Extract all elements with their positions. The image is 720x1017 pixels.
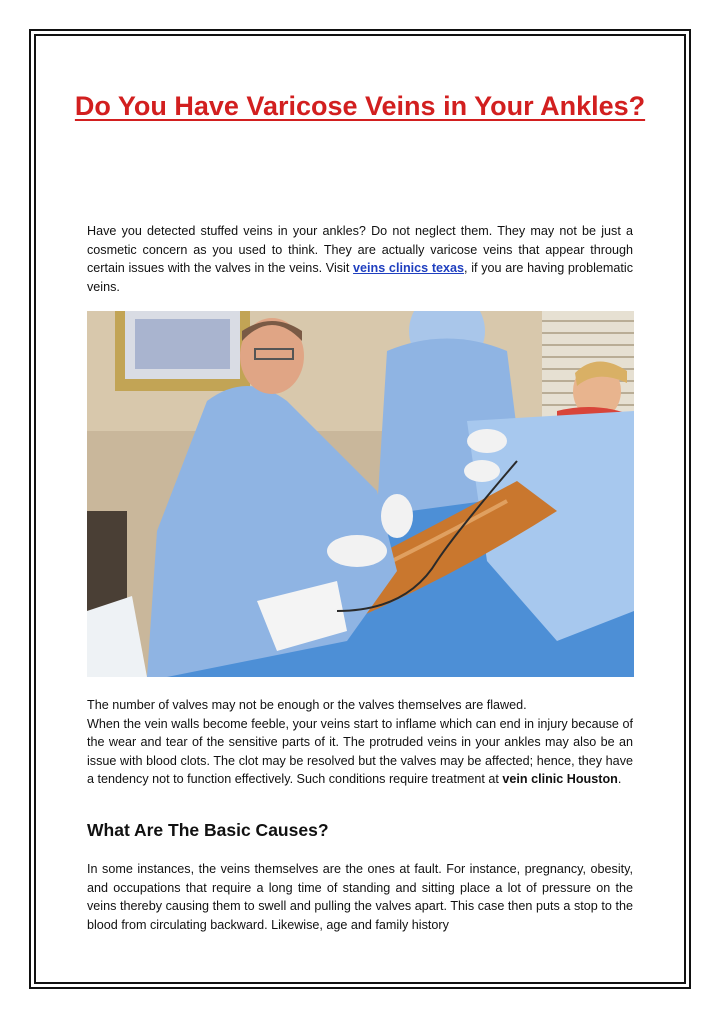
section-heading-causes: What Are The Basic Causes? (87, 820, 329, 840)
body-paragraph-1 (87, 696, 633, 789)
vein-clinic-houston: vein clinic Houston (502, 772, 618, 786)
doctor-glove-right (381, 494, 413, 538)
doctor-glove-left (327, 535, 387, 567)
intro-text: Have you detected stuffed veins in your ankles? Do not neglect them. They may not be just a cosmetic concern as you used to think. They are actually varicose veins that appear through certain issues with the valves in the veins. Visit (87, 224, 633, 275)
intro-text-end: , if you are having problematic veins. (87, 261, 633, 294)
body-paragraph-2: In some instances, the veins themselves are the ones at fault. For instance, pregnancy, obesity, and occupations that require a long time of standing and sitting place a lot of pressure on the veins thereby causing them to swell and pulling the valves apart. This case then puts a stop to the blood from circulating backward. Likewise, age and family history (87, 862, 633, 932)
veins-clinics-link[interactable]: veins clinics texas (353, 261, 465, 275)
body-text-1-end: . (617, 772, 622, 786)
body-line-1: The number of valves may not be enough or the valves themselves are flawed. (87, 698, 527, 712)
intro-paragraph (87, 222, 633, 296)
assistant-glove (467, 429, 507, 453)
article-photo (87, 311, 634, 677)
page-title: Do You Have Varicose Veins in Your Ankles? (74, 91, 646, 121)
photo-illustration (87, 311, 634, 677)
body-text-1: When the vein walls become feeble, your veins start to inflame which can end in injury because of the wear and tear of the sensitive parts of it. The protruded veins in your ankles may also be an issue with blood clots. The clot may be resolved but the valves may be affected; hence, they have a tendency not to function effectively. Such conditions require treatment at (87, 716, 633, 786)
